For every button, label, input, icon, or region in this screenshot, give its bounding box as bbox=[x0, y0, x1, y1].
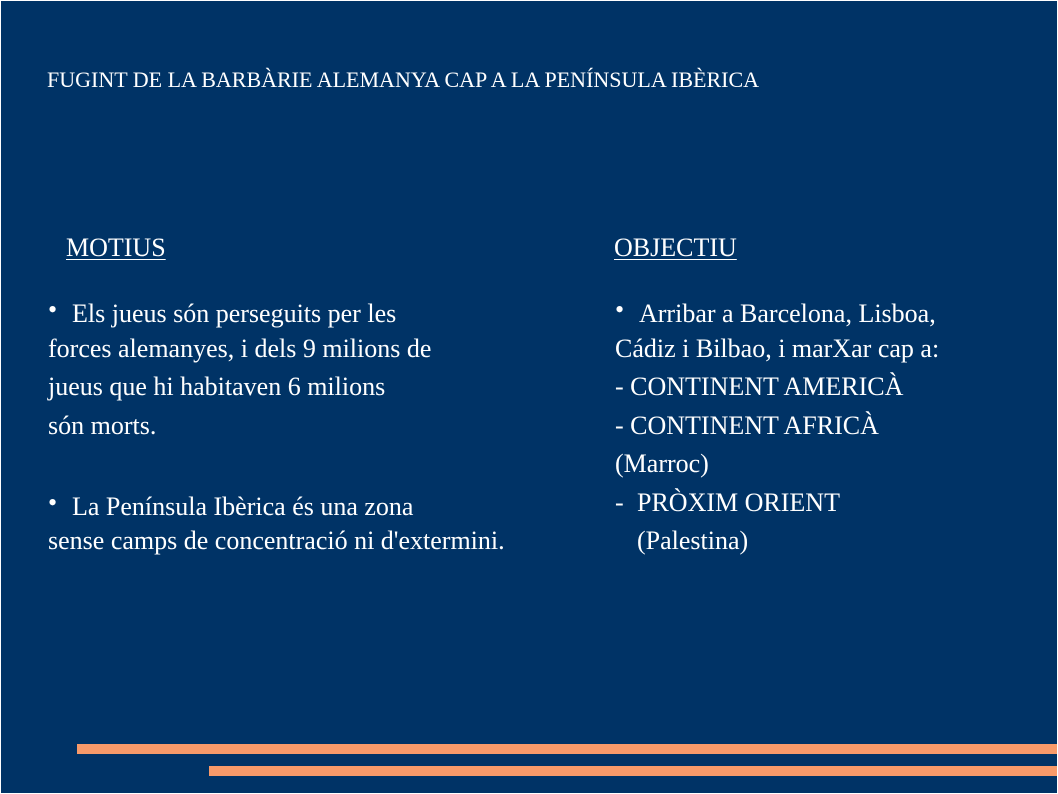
accent-stripe-bottom bbox=[209, 766, 1057, 776]
slide-title: FUGINT DE LA BARBÀRIE ALEMANYA CAP A LA PENÍNSULA IBÈRICA bbox=[47, 67, 760, 92]
objectiu-heading: OBJECTIU bbox=[614, 233, 737, 262]
objectiu-item-palestina: (Palestina) bbox=[637, 526, 749, 555]
motius-bullet-1-line-2: forces alemanyes, i dels 9 milions de bbox=[48, 333, 432, 363]
bullet-icon: • bbox=[615, 295, 625, 324]
accent-stripe-top bbox=[77, 744, 1057, 754]
objectiu-item-orient: - PRÒXIM ORIENT bbox=[615, 487, 840, 517]
objectiu-list bbox=[615, 291, 939, 561]
bullet-icon: • bbox=[48, 487, 58, 517]
motius-list bbox=[48, 291, 505, 561]
objectiu-item-america: - CONTINENT AMERICÀ bbox=[615, 372, 904, 401]
motius-bullet-2-line-1: • La Península Ibèrica és una zona bbox=[48, 484, 505, 523]
motius-heading: MOTIUS bbox=[66, 233, 166, 262]
motius-bullet-1-line-3: jueus que hi habitaven 6 milions bbox=[48, 372, 386, 401]
motius-bullet-2-line-2: sense camps de concentració ni d'extermini. bbox=[48, 526, 505, 555]
motius-bullet-1-line-1: • Els jueus són perseguits per les bbox=[48, 291, 505, 330]
objectiu-bullet-1-line-2: Cádiz i Bilbao, i marXar cap a: bbox=[615, 333, 940, 363]
objectiu-bullet-1-line-1: • Arribar a Barcelona, Lisboa, bbox=[615, 291, 939, 330]
objectiu-item-africa: - CONTINENT AFRICÀ bbox=[615, 410, 879, 440]
motius-spacer bbox=[48, 445, 505, 484]
objectiu-item-marroc: (Marroc) bbox=[615, 449, 709, 478]
bullet-icon: • bbox=[48, 295, 58, 324]
slide bbox=[1, 1, 1057, 793]
motius-bullet-1-line-4: són morts. bbox=[48, 410, 157, 440]
